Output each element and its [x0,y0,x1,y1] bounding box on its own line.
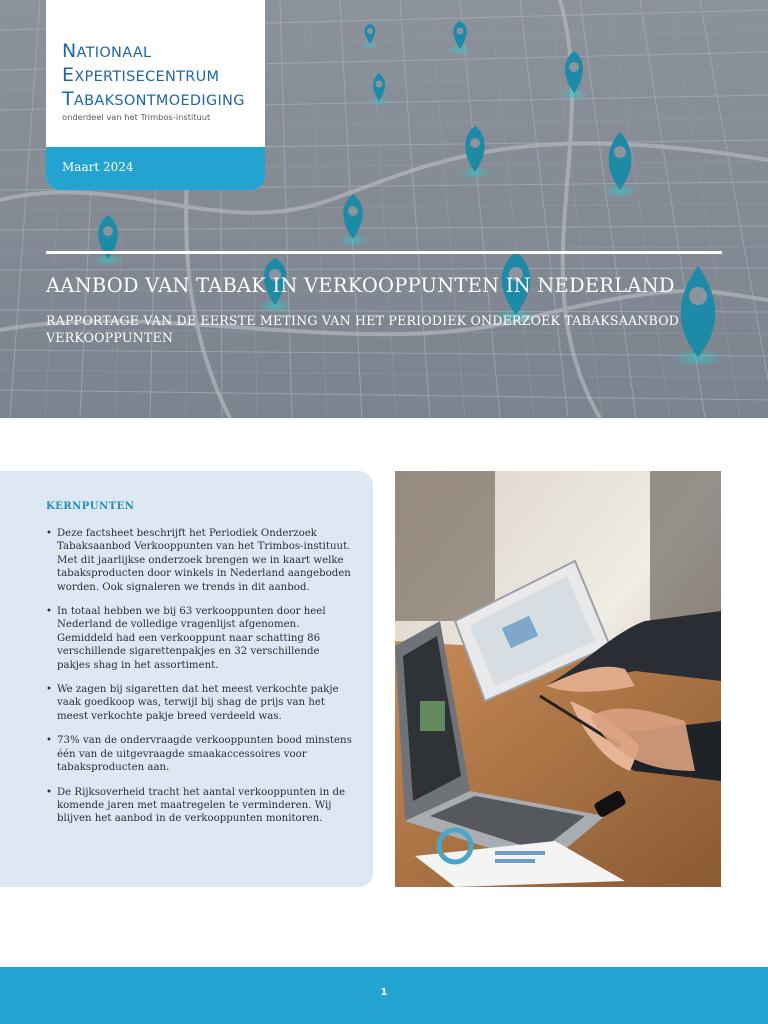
list-item: • We zagen bij sigaretten dat het meest verkochte pakje vaak goedkoop was, terwijl bij shag de prijs van het meest verkochte pakje breed verdeeld was. [46,684,339,722]
organisation-logo: NATIONAAL EXPERTISECENTRUM TABAKSONTMOEDIGING [62,40,245,110]
bullet-icon: • [46,606,53,618]
laptop-meeting-illustration [395,471,721,887]
page-subtitle: RAPPORTAGE VAN DE EERSTE METING VAN HET PERIODIEK ONDERZOEK TABAKSAANBOD VERKOOPPUNTEN [46,313,680,345]
meeting-photo [395,471,721,887]
bullet-icon: • [46,684,53,696]
organisation-logo-card [46,0,265,190]
list-item: • In totaal hebben we bij 63 verkooppunten door heel Nederland de volledige vragenlijst afgenomen. Gemiddeld had een verkooppunt naar schatting 86 verschillende sigarettenpakjes en 32 verschillende pakjes shag in het assortiment. [46,606,326,671]
key-points-heading: KERNPUNTEN [46,501,135,512]
key-points-box [0,471,373,887]
list-item: • De Rijksoverheid tracht het aantal verkooppunten in de komende jaren met maatregelen te verminderen. Wij blijven het aanbod in de verkooppunten monitoren. [46,786,346,825]
list-item: • 73% van de ondervraagde verkooppunten bood minstens één van de uitgevraagde smaakaccessoires voor tabaksproducten aan. [46,735,352,774]
page-footer [0,967,768,1024]
publication-date: Maart 2024 [62,160,134,174]
date-band [46,147,265,190]
key-points-list [46,527,354,837]
bullet-icon: • [46,735,53,747]
list-item: • Deze factsheet beschrijft het Periodiek Onderzoek Tabaksaanbod Verkooppunten van het Trimbos-instituut. Met dit jaarlijkse onderzoek brengen we in kaart welke tabaksproducten door winkels in Nederland aangeboden worden. Ook signaleren we trends in dit aanbod. [46,528,351,593]
logo-subtitle: onderdeel van het Trimbos-instituut [62,112,211,122]
title-divider [46,251,722,254]
bullet-icon: • [46,786,53,798]
page-number: 1 [380,987,388,998]
bullet-icon: • [46,528,53,539]
hero-map-banner [0,0,768,418]
page-title: AANBOD VAN TABAK IN VERKOOPPUNTEN IN NEDERLAND [46,274,675,297]
